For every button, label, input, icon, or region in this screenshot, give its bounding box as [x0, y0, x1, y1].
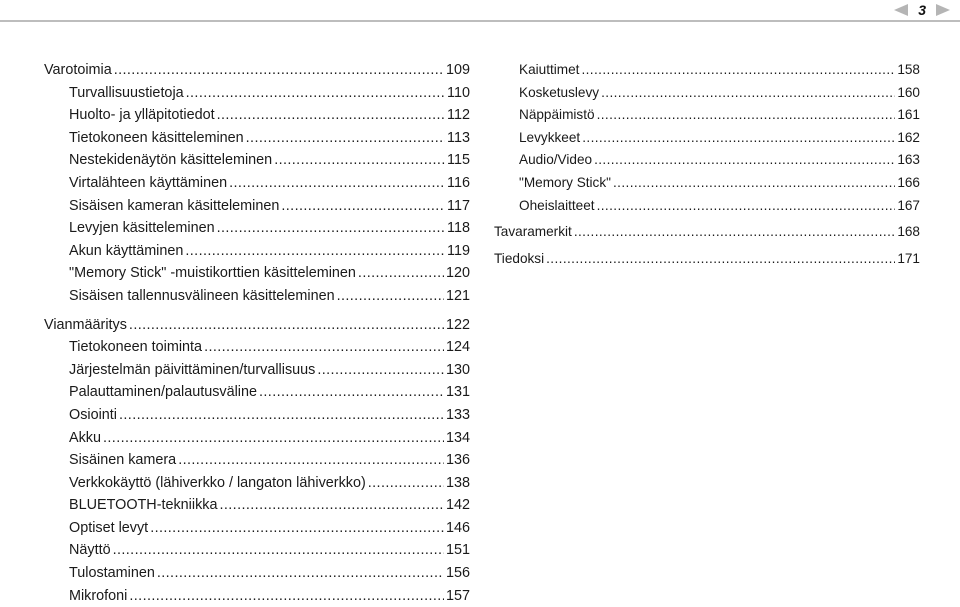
toc-entry-label: Levykkeet [519, 129, 581, 145]
toc-entry-page: 131 [445, 384, 470, 401]
toc-entry-page: 171 [897, 250, 920, 266]
toc-entry-label: Tulostaminen [69, 565, 155, 582]
toc-entry[interactable] [44, 381, 470, 404]
arrow-right-icon[interactable] [936, 4, 950, 16]
dot-leader [113, 539, 444, 562]
toc-entry-page: 136 [445, 452, 470, 469]
toc-entry-label: Näppäimistö [519, 107, 595, 123]
dot-leader [229, 172, 445, 195]
page-navigation [894, 0, 950, 20]
toc-entry-page: 162 [897, 129, 920, 145]
toc-entry[interactable] [44, 262, 470, 285]
toc-entry-label: Audio/Video [519, 152, 593, 168]
dot-leader [581, 59, 895, 82]
toc-entry-label: "Memory Stick" -muistikorttien käsitteleminen [69, 265, 356, 282]
toc-entry-page: 166 [897, 174, 920, 190]
toc-entry-page: 167 [897, 197, 920, 213]
toc-entry-page: 130 [445, 361, 470, 378]
dot-leader [601, 82, 895, 105]
toc-entry-label: Tietokoneen käsitteleminen [69, 129, 244, 146]
toc-entry-page: 117 [447, 197, 470, 214]
dot-leader [157, 562, 444, 585]
toc-entry-page: 138 [445, 474, 470, 491]
toc-entry[interactable] [44, 240, 470, 263]
toc-entry-page: 142 [445, 497, 470, 514]
toc-entry-page: 113 [447, 129, 470, 146]
toc-entry-page: 157 [445, 587, 470, 604]
dot-leader [119, 404, 444, 427]
toc-entry-page: 110 [447, 84, 470, 101]
toc-entry[interactable] [494, 104, 920, 127]
toc-entry-page: 168 [897, 224, 920, 240]
toc-entry[interactable] [44, 172, 470, 195]
toc-entry-page: 115 [447, 152, 470, 169]
toc-entry-page: 118 [447, 220, 470, 237]
toc-entry[interactable] [494, 221, 920, 244]
toc-entry-label: Tiedoksi [494, 250, 545, 266]
dot-leader [317, 359, 444, 382]
dot-leader [178, 449, 444, 472]
dot-leader [546, 248, 895, 271]
toc-entry-label: Huolto- ja ylläpitotiedot [69, 107, 215, 124]
toc-entry-page: 146 [445, 519, 470, 536]
toc-entry-label: Osiointi [69, 406, 117, 423]
dot-leader [129, 314, 444, 337]
toc-entry[interactable] [44, 472, 470, 495]
toc-entry-label: Levyjen käsitteleminen [69, 220, 215, 237]
dot-leader [114, 59, 444, 82]
toc-entry[interactable] [44, 449, 470, 472]
arrow-left-icon[interactable] [894, 4, 908, 16]
dot-leader [129, 585, 444, 607]
toc-entry[interactable] [44, 359, 470, 382]
toc-entry[interactable] [44, 217, 470, 240]
toc-entry[interactable] [44, 336, 470, 359]
toc-entry[interactable] [44, 404, 470, 427]
toc-entry-label: Verkkokäyttö (lähiverkko / langaton lähiverkko) [69, 474, 366, 491]
toc-entry-label: Kaiuttimet [519, 62, 580, 77]
toc-entry-label: Mikrofoni [69, 587, 128, 604]
toc-entry[interactable] [494, 248, 920, 271]
dot-leader [217, 217, 445, 240]
toc-entry[interactable] [44, 149, 470, 172]
toc-entry-label: Turvallisuustietoja [69, 84, 184, 101]
dot-leader [219, 494, 444, 517]
toc-entry-page: 160 [897, 84, 920, 100]
toc-entry-page: 120 [445, 265, 470, 282]
page-number: 3 [918, 2, 926, 18]
toc-entry-label: Vianmääritys [44, 316, 127, 333]
toc-entry-label: Akku [69, 429, 101, 446]
toc-entry-label: Virtalähteen käyttäminen [69, 174, 228, 191]
toc-entry-page: 119 [447, 242, 470, 259]
toc-entry-page: 163 [897, 152, 920, 168]
dot-leader [594, 149, 895, 172]
toc-entry[interactable] [44, 82, 470, 105]
toc-entry-label: Varotoimia [44, 62, 112, 78]
toc-entry-page: 151 [445, 542, 470, 559]
toc-entry-label: Tavaramerkit [494, 224, 572, 240]
dot-leader [368, 472, 444, 495]
dot-leader [582, 127, 895, 150]
toc-entry-page: 109 [445, 62, 470, 78]
toc-entry[interactable] [494, 59, 920, 82]
dot-leader [274, 149, 445, 172]
toc-entry[interactable] [44, 517, 470, 540]
toc-entry[interactable] [44, 539, 470, 562]
dot-leader [337, 285, 444, 308]
toc-entry[interactable] [44, 314, 470, 337]
toc-entry[interactable] [494, 82, 920, 105]
dot-leader [597, 195, 896, 218]
toc-entry-label: Näyttö [69, 542, 111, 559]
toc-entry[interactable] [44, 427, 470, 450]
toc-entry-label: Tietokoneen toiminta [69, 339, 203, 356]
dot-leader [246, 127, 445, 150]
toc-entry-page: 158 [897, 62, 920, 77]
dot-leader [259, 381, 444, 404]
toc-entry-label: Oheislaitteet [519, 197, 595, 213]
toc-entry-label: Akun käyttäminen [69, 242, 184, 259]
toc-entry-page: 133 [445, 406, 470, 423]
toc-entry[interactable] [44, 585, 470, 607]
toc-entry-label: "Memory Stick" [519, 174, 611, 190]
dot-leader [613, 172, 895, 195]
toc-entry[interactable] [44, 494, 470, 517]
toc-entry-page: 134 [445, 429, 470, 446]
dot-leader [185, 240, 445, 263]
toc-right-column [494, 59, 920, 270]
toc-entry-page: 161 [897, 107, 920, 123]
dot-leader [204, 336, 444, 359]
dot-leader [150, 517, 444, 540]
toc-entry[interactable] [494, 195, 920, 218]
toc-entry-page: 156 [445, 565, 470, 582]
dot-leader [358, 262, 444, 285]
toc-entry-label: Nestekidenäytön käsitteleminen [69, 152, 273, 169]
toc-entry[interactable] [44, 104, 470, 127]
dot-leader [217, 104, 445, 127]
toc-entry-label: Järjestelmän päivittäminen/turvallisuus [69, 361, 316, 378]
toc-entry-page: 112 [447, 107, 470, 124]
toc-entry[interactable] [44, 195, 470, 218]
toc-entry-label: BLUETOOTH-tekniikka [69, 497, 218, 514]
toc-entry[interactable] [44, 127, 470, 150]
toc-entry[interactable] [494, 127, 920, 150]
toc-entry[interactable] [494, 172, 920, 195]
dot-leader [574, 221, 896, 244]
dot-leader [186, 82, 445, 105]
toc-entry-page: 122 [445, 316, 470, 333]
toc-entry-label: Sisäinen kamera [69, 452, 177, 469]
toc-entry-page: 124 [445, 339, 470, 356]
toc-entry-page: 121 [445, 287, 470, 304]
toc-entry[interactable] [44, 285, 470, 308]
dot-leader [281, 195, 445, 218]
toc-entry-label: Palauttaminen/palautusväline [69, 384, 258, 401]
toc-entry[interactable] [44, 59, 470, 82]
toc-entry-label: Sisäisen tallennusvälineen käsitteleminen [69, 287, 335, 304]
toc-left-column [44, 59, 470, 607]
toc-entry-label: Sisäisen kameran käsitteleminen [69, 197, 280, 214]
toc-entry[interactable] [44, 562, 470, 585]
header-divider [0, 20, 960, 22]
dot-leader [103, 427, 444, 450]
dot-leader [597, 104, 896, 127]
toc-entry[interactable] [494, 149, 920, 172]
toc-entry-label: Kosketuslevy [519, 84, 600, 100]
toc-entry-page: 116 [447, 174, 470, 191]
toc-entry-label: Optiset levyt [69, 519, 149, 536]
